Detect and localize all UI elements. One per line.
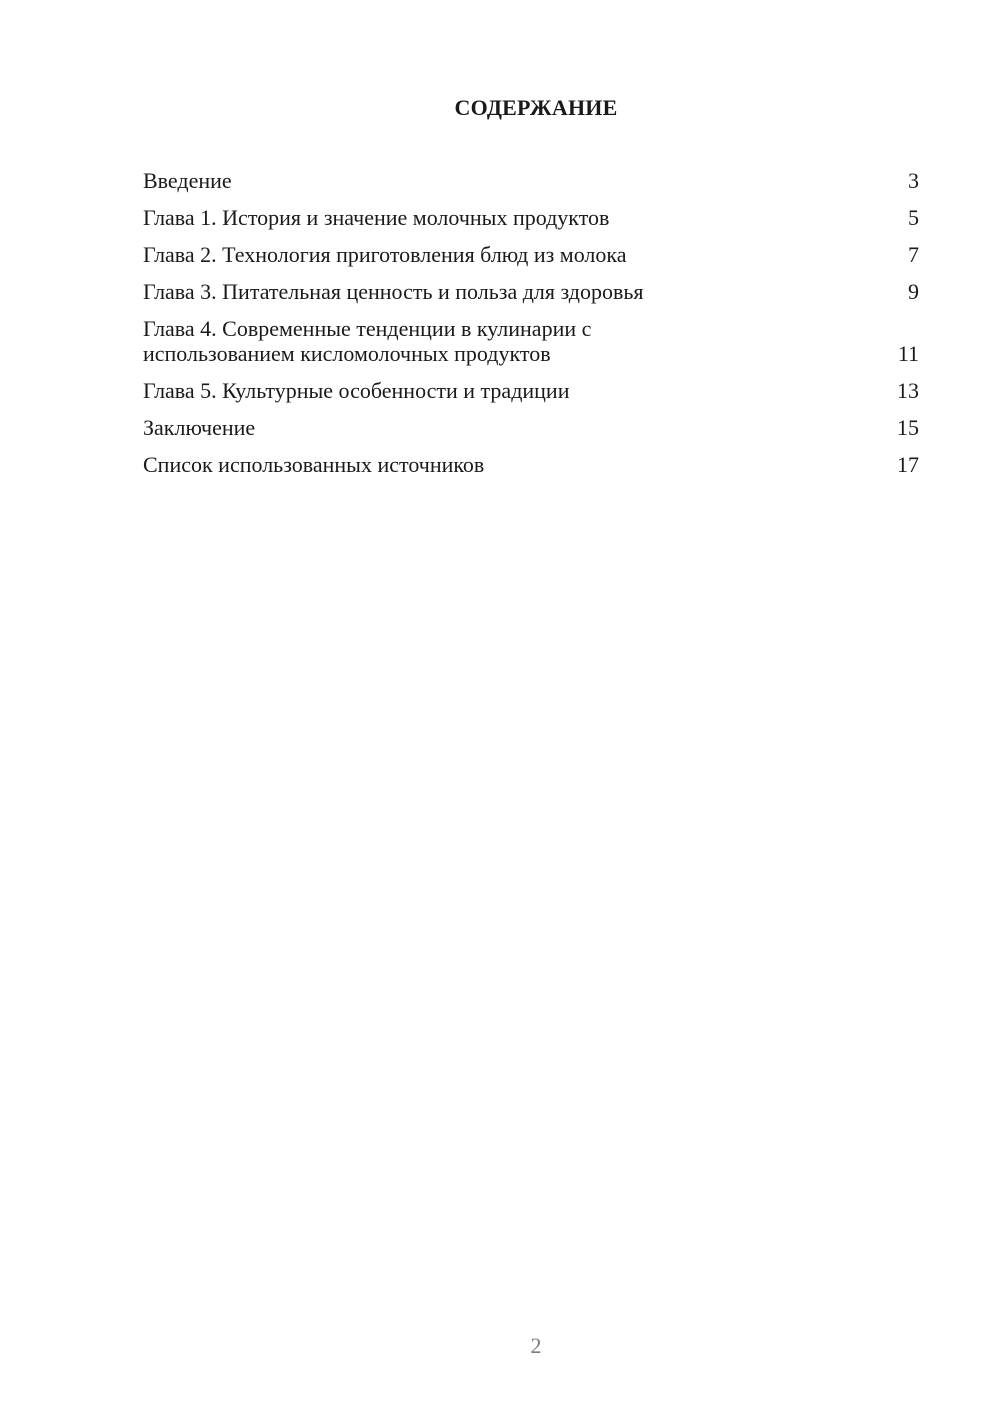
toc-item-chapter-2 [143,242,919,267]
toc-entry-line: Глава 5. Культурные особенности и традиции [143,378,570,403]
toc-page-number: 13 [897,378,919,403]
toc-page-number: 15 [897,415,919,440]
toc-item-chapter-3 [143,279,919,304]
toc-entry-text [143,415,255,440]
toc-page-number: 9 [908,279,919,304]
toc-entry-text [143,279,644,304]
toc-entry-text [143,168,232,193]
toc-entry-text [143,242,627,267]
toc-entry-line: Глава 2. Технология приготовления блюд из молока [143,242,627,267]
page-title: СОДЕРЖАНИЕ [454,95,618,120]
toc-item-chapter-5 [143,378,919,403]
toc-entry-text [143,316,591,366]
toc-entry-line: Глава 4. Современные тенденции в кулинарии с [143,316,592,341]
toc-page-number: 5 [908,205,919,230]
toc-entry-line: Заключение [143,415,256,440]
toc-item-chapter-1 [143,205,919,230]
toc-page-number: 11 [897,341,919,366]
toc-item-chapter-4 [143,316,919,366]
toc-item-references [143,452,919,477]
toc-entry-line: Глава 3. Питательная ценность и польза для здоровья [143,279,644,304]
toc-entry-text [143,378,569,403]
toc-entry-line: Список использованных источников [143,452,485,477]
page-footer-number: 2 [530,1333,542,1358]
toc-entry-text [143,205,609,230]
toc-page-number: 17 [897,452,919,477]
table-of-contents [143,168,919,489]
toc-entry-line: использованием кисломолочных продуктов [143,341,551,366]
toc-entry-line: Введение [143,168,232,193]
toc-page-number: 3 [908,168,919,193]
toc-entry-text [143,452,484,477]
toc-page-number: 7 [908,242,919,267]
toc-entry-line: Глава 1. История и значение молочных продуктов [143,205,610,230]
toc-item-conclusion [143,415,919,440]
toc-item-introduction [143,168,919,193]
